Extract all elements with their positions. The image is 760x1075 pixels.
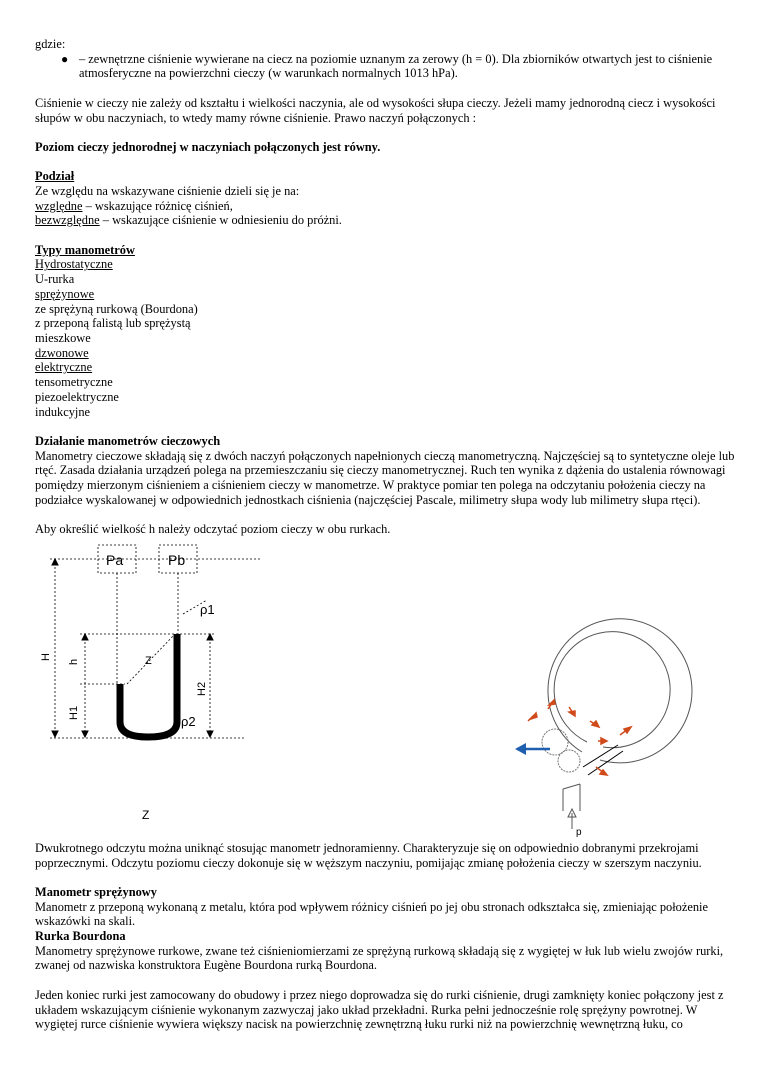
H1-label: H1	[68, 705, 80, 720]
types-list	[35, 257, 735, 419]
law-statement: Poziom cieczy jednorodnej w naczyniach połączonych jest równy.	[35, 139, 381, 154]
list-item	[35, 52, 735, 81]
types-list-item: ze sprężyną rurkową (Bourdona)	[35, 301, 198, 316]
intro-lead: gdzie:	[35, 37, 66, 51]
types-list-item: tensometryczne	[35, 375, 113, 390]
rho2-label: ρ2	[181, 713, 196, 729]
types-list-item: Hydrostatyczne	[35, 257, 113, 272]
division-absolute	[35, 213, 735, 228]
u-tube-diagram	[35, 537, 735, 841]
division-text: Ze względu na wskazywane ciśnienie dzieli się je na:	[35, 183, 300, 198]
relative-term: względne	[35, 198, 83, 213]
bourdon-text: Manometry sprężynowe rurkowe, zwane też ciśnieniomierzami ze sprężyną rurkową składają się z wygiętej w łuk lub wielu zwojów rurki, zwanej od nazwiska konstruktora Eugène Bourdona rurką Bourdona.	[35, 943, 724, 973]
bourdon-gauge-diagram	[515, 619, 692, 838]
bullet-text: – zewnętrzne ciśnienie wywierane na ciecz na poziomie uznanym za zerowy (h = 0). Dla zbiorników otwartych jest to ciśnienie atmosferyczne na powierzchni cieczy (w warunkach normalnych 1013 hPa).	[79, 51, 713, 81]
z-mid-label: Z	[145, 654, 152, 667]
document-page	[35, 37, 735, 1032]
types-list-item: sprężynowe	[35, 286, 95, 301]
types-list-item: mieszkowe	[35, 331, 91, 345]
pressure-paragraph: Ciśnienie w cieczy nie zależy od kształtu i wielkości naczynia, ale od wysokości słupa cieczy. Jeżeli mamy jednorodną ciecz i wysokości słupów w obu naczyniach, to wtedy mamy równe ciśnienie. Prawo naczyń połączonych :	[35, 95, 716, 125]
absolute-desc: – wskazujące ciśnienie w odniesieniu do próżni.	[99, 213, 342, 228]
rho1-label: ρ1	[200, 601, 215, 617]
bourdon-text-2: Jeden koniec rurki jest zamocowany do obudowy i przez niego doprowadza się do rurki ciśnienie, drugi zamknięty koniec połączony jest z układem wskazującym ciśnienie wykonanym zazwyczaj jako układ przekładni. Rurka pełni jednocześnie rolę sprężyny powrotnej. W wygiętej rurce ciśnienie wywiera większy nacisk na powierzchnię zewnętrzną łuku rurki niż na powierzchnię wewnętrzną łuku, co	[35, 987, 724, 1032]
types-list-item: dzwonowe	[35, 345, 89, 360]
H2-label: H2	[196, 681, 208, 696]
types-list-item: U-rurka	[35, 272, 75, 287]
types-heading: Typy manometrów	[35, 242, 135, 257]
z-bottom-label: Z	[142, 807, 150, 822]
figures	[35, 537, 735, 841]
pa-label: Pa	[106, 551, 124, 568]
relative-desc: – wskazujące różnicę ciśnień,	[82, 198, 233, 213]
single-arm-paragraph: Dwukrotnego odczytu można uniknąć stosując manometr jednoramienny. Charakteryzuje się on odpowiednio dobranymi przekrojami poprzecznymi. Odczytu poziomu cieczy dokonuje się w węższym naczyniu, pomijając zmianę położenia cieczy w szerszym naczyniu.	[35, 840, 702, 870]
absolute-term: bezwzględne	[35, 213, 100, 228]
bourdon-heading: Rurka Bourdona	[35, 929, 126, 944]
spring-text: Manometr z przeponą wykonaną z metalu, która pod wpływem różnicy ciśnień po jej obu stronach odkształca się, zmieniając położenie wskazówki na skali.	[35, 899, 708, 929]
spring-heading: Manometr sprężynowy	[35, 884, 157, 899]
types-list-item: indukcyjne	[35, 404, 91, 419]
arrow-left-icon	[515, 743, 526, 755]
read-note: Aby określić wielkość h należy odczytać poziom cieczy w obu rurkach.	[35, 522, 391, 537]
liquid-heading: Działanie manometrów cieczowych	[35, 433, 221, 448]
p-label: p	[576, 826, 582, 838]
H-label: H	[40, 652, 52, 661]
types-list-item: piezoelektryczne	[35, 389, 119, 404]
types-list-item: elektryczne	[35, 360, 93, 375]
division-heading: Podział	[35, 169, 75, 184]
types-list-item: z przeponą falistą lub sprężystą	[35, 316, 191, 331]
liquid-text: Manometry cieczowe składają się z dwóch naczyń połączonych napełnionych cieczą manometryczną. Najczęściej są to syntetyczne oleje lub rtęć. Zasada działania urządzeń polega na przemieszczaniu się cieczy manometrycznej. Ruch ten wynika z dążenia do ustalenia równowagi pomiędzy mierzonym ciśnieniem a ciśnieniem cieczy w manometrze. W praktyce pomiar ten polega na odczytaniu położenia cieczy na podziałce wyskalowanej w odpowiednich jednostkach ciśnienia (najczęściej Pascale, milimetry słupa wody lub milimetry słupa rtęci).	[35, 448, 735, 507]
division-relative	[35, 199, 735, 214]
pb-label: Pb	[168, 551, 186, 568]
bullet-icon: ●	[61, 51, 69, 66]
h-label: h	[68, 658, 80, 665]
